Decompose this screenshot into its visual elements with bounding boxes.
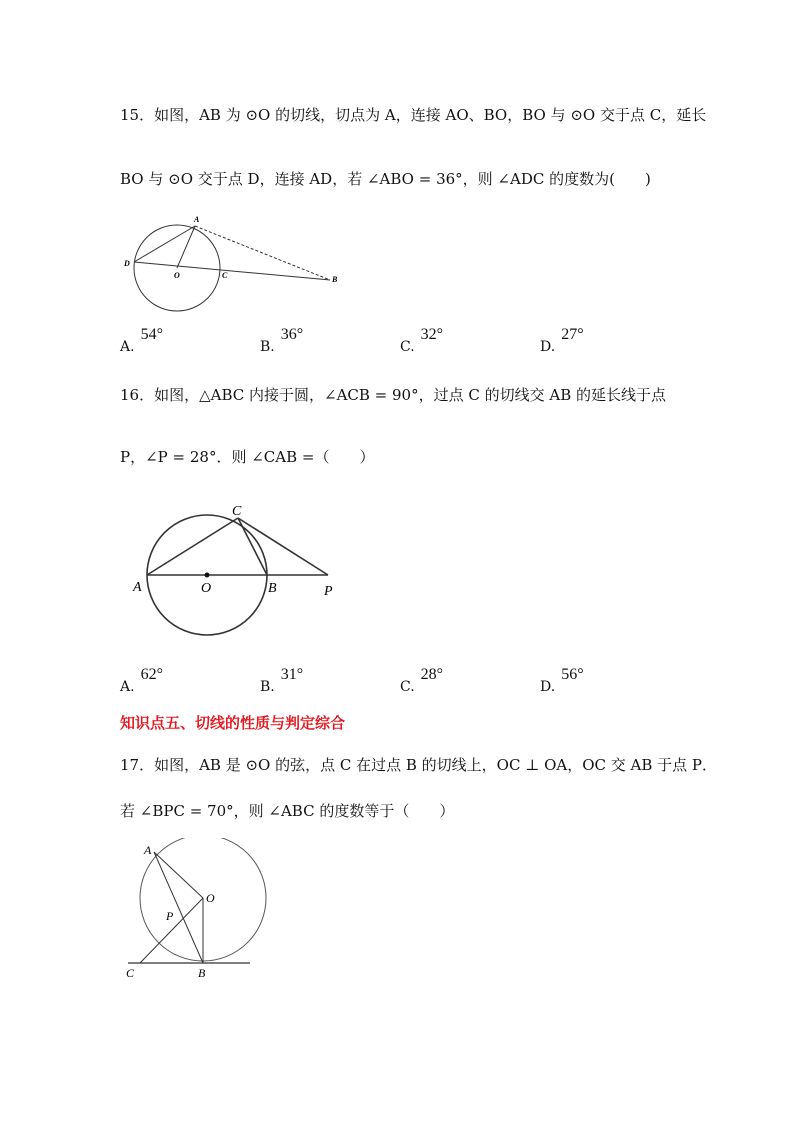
q16-option-b[interactable] [260,666,304,696]
q16-line1: 16．如图，△ABC 内接于圆，∠ACB = 90°，过点 C 的切线交 AB 的延长线于点 [120,386,667,404]
q15-option-d[interactable] [540,326,584,356]
q15-line-db [134,262,330,280]
q17-label-p: P [166,909,174,923]
q15-line1: 15．如图，AB 为 ⊙O 的切线，切点为 A，连接 AO、BO，BO 与 ⊙O 交于点 C，延长 [120,106,707,124]
q17-label-c: C [126,966,135,980]
q17-line1: 17．如图，AB 是 ⊙O 的弦，点 C 在过点 B 的切线上，OC ⊥ OA，OC 交 AB 于点 P． [120,756,718,774]
q15-option-c-letter: C. [400,339,415,355]
q16-option-b-value: 31° [280,666,304,683]
q16-figure [125,502,350,642]
q15-label-d: D [124,259,130,268]
q15-option-c-value: 32° [420,326,444,343]
q16-option-b-letter: B. [260,679,275,695]
q15-line2: BO 与 ⊙O 交于点 D，连接 AD，若 ∠ABO = 36°，则 ∠ADC 的度数为( ) [120,170,651,188]
q15-option-a-value: 54° [140,326,163,343]
q17-label-a: A [144,843,152,857]
q15-option-b-letter: B. [260,339,275,355]
q15-line-ao [177,226,195,268]
q16-label-o: O [201,581,212,596]
q15-line-ab [195,226,330,280]
q15-option-d-value: 27° [561,326,584,343]
section-heading: 知识点五、切线的性质与判定综合 [120,714,346,732]
q15-line-ad [134,226,195,262]
q15-label-c: C [222,271,228,280]
q16-center-dot [205,573,210,578]
q17-figure [118,838,268,983]
q16-line2: P，∠P = 28°．则 ∠CAB =（ ） [120,448,375,466]
q16-option-a-letter: A. [120,679,135,695]
q15-label-a: A [194,215,200,224]
q17-label-o: O [206,891,215,905]
q15-option-a-letter: A. [120,339,135,355]
q16-option-d-value: 56° [561,666,584,683]
q16-option-a[interactable] [120,666,163,696]
q16-option-a-value: 62° [140,666,163,683]
q15-label-b: B [332,275,338,284]
q16-option-c-value: 28° [420,666,444,683]
q17-label-b: B [198,966,206,980]
q16-option-c-letter: C. [400,679,415,695]
q16-line-ac [147,518,238,575]
q16-option-d[interactable] [540,666,584,696]
q16-option-d-letter: D. [540,679,556,695]
q16-label-a: A [133,580,142,595]
q15-label-o: O [174,271,180,280]
q17-line-ab [154,852,203,963]
q16-label-p: P [324,584,333,599]
q17-line-ao [154,852,203,898]
q16-line-cp [238,518,328,575]
q16-label-b: B [268,581,277,596]
q16-option-c[interactable] [400,666,444,696]
q16-label-c: C [232,504,242,519]
q15-option-d-letter: D. [540,339,556,355]
q15-figure [120,210,350,320]
q15-option-b-value: 36° [280,326,304,343]
q15-option-b[interactable] [260,326,304,356]
q17-line2: 若 ∠BPC = 70°，则 ∠ABC 的度数等于（ ） [120,802,455,820]
q15-option-c[interactable] [400,326,444,356]
q15-option-a[interactable] [120,326,163,356]
